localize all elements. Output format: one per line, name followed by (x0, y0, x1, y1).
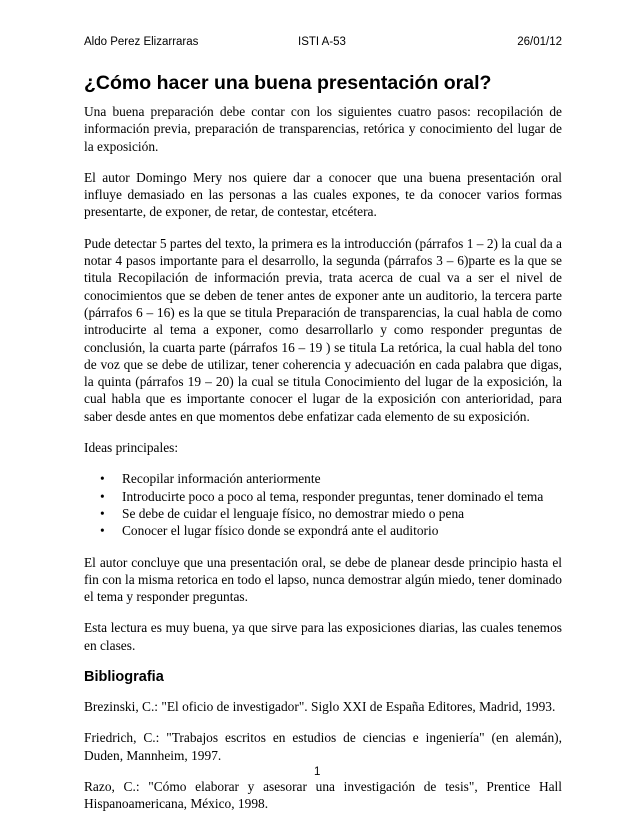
list-item-text: Conocer el lugar físico donde se expondrá ante el auditorio (122, 523, 439, 539)
ideas-list (84, 470, 562, 539)
ideas-label: Ideas principales: (84, 440, 179, 456)
bibliography-entry: Razo, C.: "Cómo elaborar y asesorar una investigación de tesis", Prentice Hall Hispanoamericana, México, 1998. (84, 778, 562, 812)
document-body (84, 103, 562, 827)
intro-paragraph: Una buena preparación debe contar con los siguientes cuatro pasos: recopilación de información previa, preparación de transparencias, retórica y conocimiento del lugar de la exposición. (84, 104, 562, 154)
header-date: 26/01/12 (517, 36, 562, 48)
document-title: ¿Cómo hacer una buena presentación oral? (84, 72, 492, 94)
list-item-text: Recopilar información anteriormente (122, 471, 321, 487)
list-item (100, 522, 562, 539)
list-item-text: Introducirte poco a poco al tema, responder preguntas, tener dominado el tema (122, 488, 544, 504)
opinion-paragraph: Esta lectura es muy buena, ya que sirve para las exposiciones diarias, las cuales tenemos en clases. (84, 620, 562, 653)
conclusion-paragraph: El autor concluye que una presentación oral, se debe de planear desde principio hasta el fin con la misma retorica en todo el lapso, nunca demostrar algún miedo, tener dominado el tema y responder preguntas. (84, 554, 562, 605)
bullet-icon: • (100, 471, 105, 487)
list-item (100, 470, 562, 487)
bibliography-entry: Friedrich, C.: "Trabajos escritos en estudios de ciencias e ingeniería" (en alemán), Duden, Mannheim, 1997. (84, 730, 562, 763)
page-header (84, 36, 562, 52)
header-group: ISTI A-53 (298, 36, 346, 48)
bibliography-heading: Bibliografia (84, 669, 164, 686)
list-item-text: Se debe de cuidar el lenguaje físico, no demostrar miedo o pena (122, 505, 465, 521)
bibliography-entry: Brezinski, C.: "El oficio de investigador". Siglo XXI de España Editores, Madrid, 1993. (84, 699, 556, 715)
list-item (100, 505, 562, 522)
author-paragraph: El autor Domingo Mery nos quiere dar a conocer que una buena presentación oral influye demasiado en las personas a las cuales expones, te da conocer varios formas presentarte, de exponer, de retar, de contestar, etcétera. (84, 169, 562, 220)
header-author: Aldo Perez Elizarraras (84, 36, 199, 48)
bullet-icon: • (100, 488, 105, 504)
bullet-icon: • (100, 505, 105, 521)
page-number: 1 (314, 766, 321, 778)
bullet-icon: • (100, 523, 105, 539)
parts-paragraph: Pude detectar 5 partes del texto, la primera es la introducción (párrafos 1 – 2) la cual da a notar 4 pasos importante para el desarrollo, la segunda (párrafos 3 – 6)parte es la que se titula Recopilación de información previa, trata acerca de cual va a ser el nivel de conocimientos que se deben de tener antes de exponer ante un auditorio, la tercera parte (párrafos 6 – 16) es la que se titula Preparación de transparencias, la cual habla de como introducirte al tema a exponer, como desarrollarlo y como responder preguntas de conclusión, la cuarta parte (párrafos 16 – 19 ) se titula La retórica, la cual habla del tono de voz que se debe de utilizar, tener coherencia y adecuación en cada palabra que digas, la quinta (párrafos 19 – 20) la cual se titula Conocimiento del lugar de la exposición, la cual habla que es importante conocer el lugar de la exposición con anterioridad, para saber desde antes en que momentos debe enfatizar cada elemento de su exposición. (84, 235, 562, 424)
list-item (100, 488, 562, 505)
